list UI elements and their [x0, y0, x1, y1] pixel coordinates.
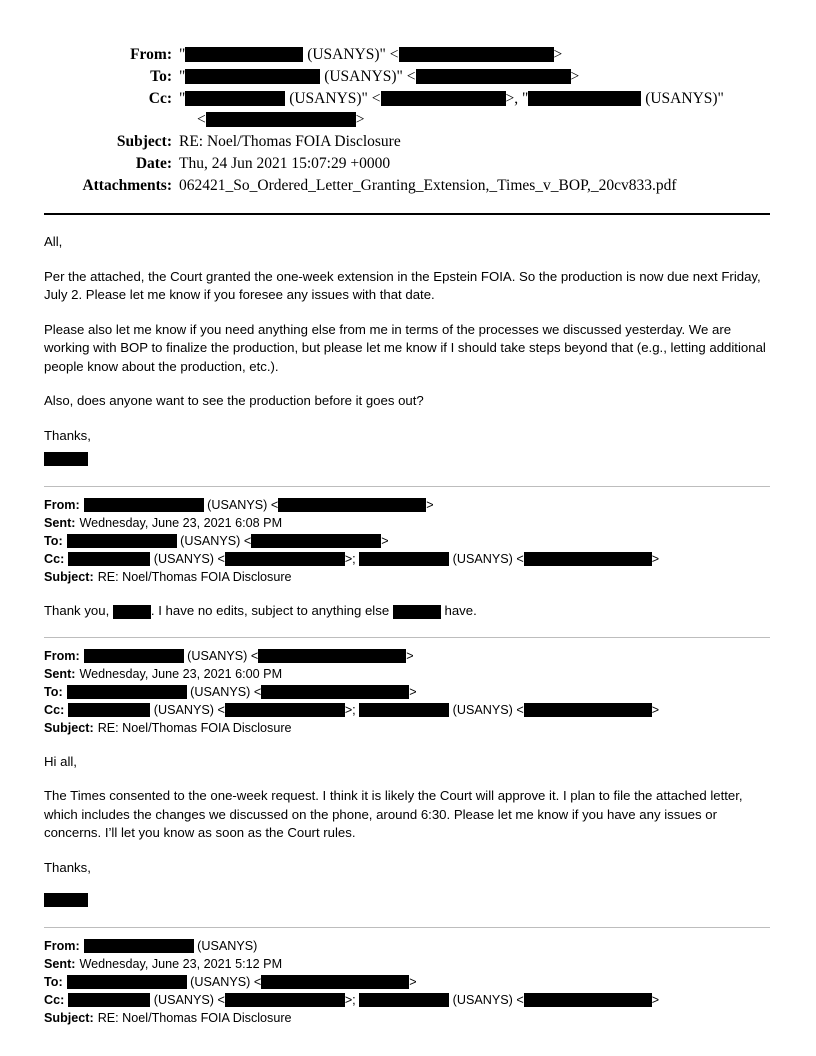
redaction-bar — [416, 69, 571, 84]
text-bracket-close: > — [570, 68, 580, 85]
quoted-label-subject: Subject: — [44, 720, 94, 735]
text-bracket-close: > — [409, 975, 417, 989]
text-separator: >; — [344, 552, 360, 566]
text-usanys: (USANYS) < — [183, 648, 259, 663]
text-usanys: (USANYS) < — [176, 534, 252, 548]
text-have: have. — [440, 603, 477, 618]
text-bracket-close: > — [426, 498, 434, 512]
text-usanys: (USANYS) < — [186, 684, 262, 699]
quoted-closing: Thanks, — [44, 859, 91, 875]
text-separator: >, " — [505, 90, 529, 107]
quoted-label-subject: Subject: — [44, 1011, 94, 1025]
quoted-body-2 — [44, 753, 770, 908]
quoted-row-sent — [44, 514, 770, 532]
header-row-subject — [62, 131, 770, 152]
redaction-bar — [524, 552, 652, 566]
header-divider — [44, 213, 770, 215]
header-row-to — [62, 66, 770, 87]
text-quote-open: " — [179, 46, 186, 63]
quoted-row-to — [44, 973, 770, 991]
text-quote-open: " — [179, 68, 186, 85]
quoted-label-from: From: — [44, 939, 80, 953]
text-bracket-close: > — [651, 993, 660, 1007]
text-bracket-open: < — [197, 111, 206, 128]
text-separator: >; — [344, 702, 360, 717]
text-separator: >; — [344, 993, 360, 1007]
quoted-row-sent — [44, 955, 770, 973]
attachment-filename[interactable]: 062421_So_Ordered_Letter_Granting_Extension,_Times_v_BOP,_20cv833.pdf — [179, 177, 677, 194]
quoted-row-subject — [44, 568, 770, 586]
redaction-bar — [393, 605, 441, 619]
redaction-bar — [185, 91, 285, 106]
quoted-body-1 — [44, 602, 770, 621]
header-label-date: Date: — [135, 155, 172, 172]
quoted-value-subject: RE: Noel/Thomas FOIA Disclosure — [97, 1011, 292, 1025]
header-value-subject: RE: Noel/Thomas FOIA Disclosure — [179, 133, 401, 150]
text-bracket-close: > — [355, 111, 365, 128]
quoted-greeting: Hi all, — [44, 753, 77, 769]
text-bracket-close: > — [409, 684, 417, 699]
quoted-row-cc — [44, 550, 770, 568]
quoted-row-from — [44, 647, 770, 665]
body-greeting: All, — [44, 234, 63, 249]
quoted-message-1 — [44, 486, 770, 621]
header-label-from: From: — [130, 46, 172, 63]
body-paragraph-2: Please also let me know if you need anything else from me in terms of the processes we discussed yesterday. We are working with BOP to finalize the production, but please let me know if I should take steps beyond that (e.g., letting additional people know about the production, etc.). — [44, 321, 766, 374]
header-row-date — [62, 153, 770, 174]
quoted-label-sent: Sent: — [44, 516, 76, 530]
header-value-date: Thu, 24 Jun 2021 15:07:29 +0000 — [179, 155, 391, 172]
redaction-bar — [67, 975, 187, 989]
quoted-row-subject — [44, 1009, 770, 1027]
message-body — [44, 233, 770, 466]
header-row-cc — [62, 88, 770, 130]
quoted-label-to: To: — [44, 975, 63, 989]
text-usanys: (USANYS)" — [641, 90, 724, 107]
text-bracket-close: > — [651, 702, 660, 717]
text-bracket-close: > — [651, 552, 660, 566]
quoted-label-cc: Cc: — [44, 552, 65, 566]
quoted-row-cc — [44, 991, 770, 1009]
redaction-bar — [359, 703, 449, 717]
header-value-cc-continuation — [197, 109, 770, 130]
header-label-attachments: Attachments: — [82, 177, 172, 194]
body-closing: Thanks, — [44, 427, 91, 443]
redaction-bar — [524, 703, 652, 717]
redaction-bar — [67, 685, 187, 699]
quoted-label-sent: Sent: — [44, 666, 76, 681]
quoted-divider — [44, 927, 770, 928]
quoted-label-to: To: — [44, 684, 63, 699]
text-usanys: (USANYS) < — [449, 702, 524, 717]
redaction-bar — [113, 605, 151, 619]
redaction-bar — [225, 993, 345, 1007]
text-usanys: (USANYS) < — [449, 552, 524, 566]
redaction-bar — [225, 703, 345, 717]
quoted-label-to: To: — [44, 534, 63, 548]
quoted-message-3 — [44, 927, 770, 1027]
redaction-bar — [185, 69, 320, 84]
redaction-bar-signature — [44, 893, 88, 907]
quoted-label-from: From: — [44, 498, 80, 512]
quoted-label-cc: Cc: — [44, 702, 65, 717]
quoted-row-subject — [44, 719, 770, 737]
quoted-label-sent: Sent: — [44, 957, 76, 971]
quoted-label-subject: Subject: — [44, 570, 94, 584]
redaction-bar — [528, 91, 641, 106]
quoted-value-subject: RE: Noel/Thomas FOIA Disclosure — [97, 570, 292, 584]
redaction-bar — [399, 47, 554, 62]
text-usanys: (USANYS) < — [449, 993, 524, 1007]
redaction-bar-signature — [44, 452, 88, 466]
text-quote-open: " — [179, 90, 186, 107]
quoted-row-from — [44, 937, 770, 955]
redaction-bar — [251, 534, 381, 548]
quoted-divider — [44, 637, 770, 638]
text-usanys: (USANYS) < — [150, 702, 225, 717]
redaction-bar — [68, 552, 150, 566]
redaction-bar — [261, 975, 409, 989]
header-value-from — [179, 44, 770, 65]
body-paragraph-3: Also, does anyone want to see the production before it goes out? — [44, 393, 424, 408]
redaction-bar — [225, 552, 345, 566]
text-thankyou: Thank you, — [44, 603, 113, 618]
text-usanys: (USANYS) < — [150, 552, 225, 566]
redaction-bar — [185, 47, 303, 62]
header-row-from — [62, 44, 770, 65]
redaction-bar — [84, 498, 204, 512]
text-usanys: (USANYS)" < — [285, 90, 381, 107]
text-usanys: (USANYS) — [193, 939, 258, 953]
body-paragraph-1: Per the attached, the Court granted the one-week extension in the Epstein FOIA. So the production is now due next Friday, July 2. Please let me know if you foresee any issues with that date. — [44, 268, 761, 302]
quoted-paragraph-1: The Times consented to the one-week request. I think it is likely the Court will approve it. I plan to file the attached letter, which includes the changes we discussed on the phone, around 6:30. Please let me know if you have any issues or concerns. I’ll let you know as soon as the Court rules. — [44, 788, 743, 840]
text-noedits: . I have no edits, subject to anything else — [150, 603, 393, 618]
text-usanys: (USANYS)" < — [320, 68, 416, 85]
redaction-bar — [68, 703, 150, 717]
email-header — [62, 44, 770, 196]
redaction-bar — [381, 91, 506, 106]
text-bracket-close: > — [406, 648, 414, 663]
quoted-row-to — [44, 532, 770, 550]
header-label-cc: Cc: — [148, 90, 172, 107]
redaction-bar — [278, 498, 426, 512]
text-usanys: (USANYS) < — [186, 975, 262, 989]
text-usanys: (USANYS) < — [203, 498, 279, 512]
quoted-row-cc — [44, 701, 770, 719]
quoted-value-sent: Wednesday, June 23, 2021 6:00 PM — [79, 666, 283, 681]
redaction-bar — [359, 552, 449, 566]
text-usanys: (USANYS)" < — [303, 46, 399, 63]
redaction-bar — [524, 993, 652, 1007]
text-usanys: (USANYS) < — [150, 993, 225, 1007]
quoted-value-subject: RE: Noel/Thomas FOIA Disclosure — [97, 720, 292, 735]
redaction-bar — [84, 939, 194, 953]
quoted-row-from — [44, 496, 770, 514]
redaction-bar — [206, 112, 356, 127]
quoted-value-sent: Wednesday, June 23, 2021 5:12 PM — [79, 957, 283, 971]
quoted-divider — [44, 486, 770, 487]
quoted-message-2 — [44, 637, 770, 908]
quoted-label-cc: Cc: — [44, 993, 65, 1007]
quoted-value-sent: Wednesday, June 23, 2021 6:08 PM — [79, 516, 283, 530]
header-label-subject: Subject: — [116, 133, 172, 150]
text-bracket-close: > — [553, 46, 563, 63]
text-bracket-close: > — [381, 534, 389, 548]
quoted-body-paragraph — [44, 602, 770, 621]
redaction-bar — [261, 685, 409, 699]
quoted-row-to — [44, 683, 770, 701]
redaction-bar — [84, 649, 184, 663]
quoted-row-sent — [44, 665, 770, 683]
header-row-attachments — [62, 175, 770, 196]
redaction-bar — [68, 993, 150, 1007]
redaction-bar — [67, 534, 177, 548]
quoted-label-from: From: — [44, 648, 80, 663]
redaction-bar — [258, 649, 406, 663]
redaction-bar — [359, 993, 449, 1007]
header-label-to: To: — [150, 68, 172, 85]
header-value-cc — [179, 88, 770, 130]
header-value-to — [179, 66, 770, 87]
